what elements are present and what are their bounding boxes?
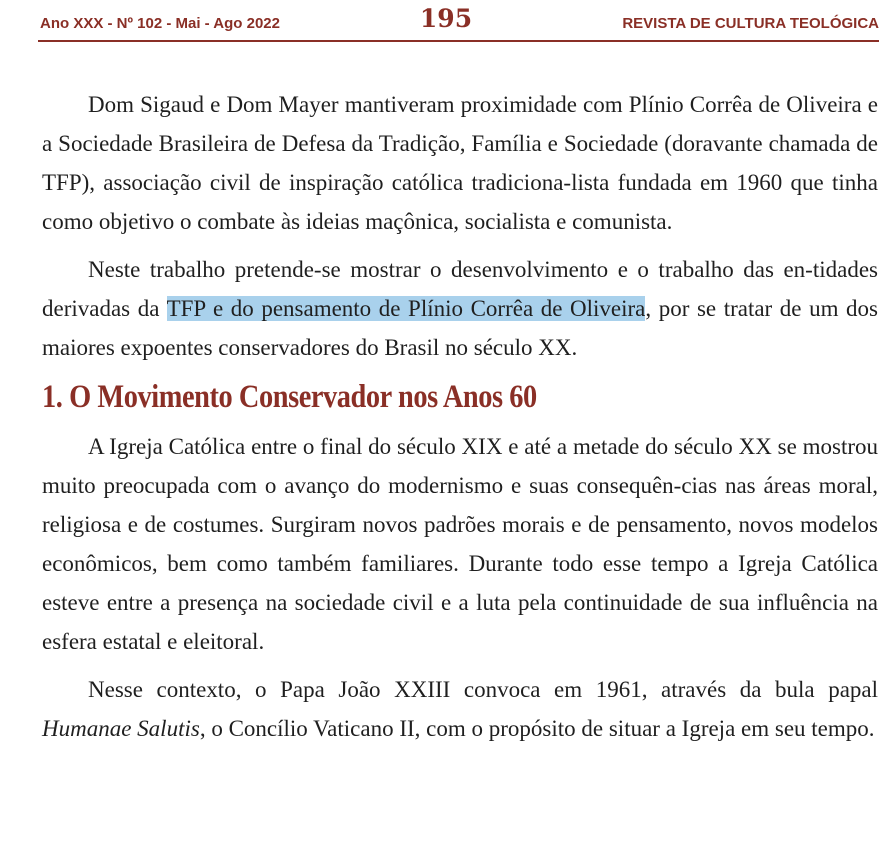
paragraph-1[interactable]: Dom Sigaud e Dom Mayer mantiveram proximidade com Plínio Corrêa de Oliveira e a Sociedade Brasileira de Defesa da Tradição, Família e Sociedade (doravante chamada de TFP), associação civil de inspiração católica tradiciona-lista fundada em 1960 que tinha como objetivo o combate às ideias maçônica, socialista e comunista. [42, 92, 878, 234]
paragraph-gap [42, 241, 878, 250]
page-number: 195 [419, 4, 473, 33]
paragraph-4-text-before: Nesse contexto, o Papa João XXIII convoca em 1961, através da bula papal [88, 677, 878, 702]
paragraph-2[interactable] [42, 250, 878, 367]
article-body [42, 85, 878, 748]
paragraph-gap [42, 661, 878, 670]
paragraph-4-text-after: , o Concílio Vaticano II, com o propósito de situar a Igreja em seu tempo. [199, 716, 875, 741]
document-title-italic: Humanae Salutis [42, 716, 200, 741]
page-header [0, 0, 892, 44]
paragraph-3[interactable]: A Igreja Católica entre o final do século XIX e até a metade do século XX se mostrou muito preocupada com o avanço do modernismo e suas consequên-cias nas áreas moral, religiosa e de costumes. Surgiram novos padrões morais e de pensamento, novos modelos econômicos, bem como também familiares. Durante todo esse tempo a Igreja Católica esteve entre a presença na sociedade civil e a luta pela continuidade de sua influência na esfera estatal e eleitoral. [42, 434, 878, 654]
paragraph-2-text-before: Neste trabalho pretende-se mostrar o desenvolvimento e o trabalho das en-tidades derivadas da [42, 257, 878, 321]
section-heading: 1. O Movimento Conservador nos Anos 60 [42, 379, 537, 415]
header-divider [38, 40, 879, 42]
issue-info: Ano XXX - Nº 102 - Mai - Ago 2022 [40, 15, 280, 32]
paragraph-4[interactable] [42, 670, 878, 748]
paragraph-2-text-after: , por se tratar de um dos maiores expoentes conservadores do Brasil no século XX. [42, 296, 879, 360]
journal-title: REVISTA DE CULTURA TEOLÓGICA [622, 15, 879, 32]
selected-text-highlight[interactable]: TFP e do pensamento de Plínio Corrêa de Oliveira [166, 296, 646, 321]
